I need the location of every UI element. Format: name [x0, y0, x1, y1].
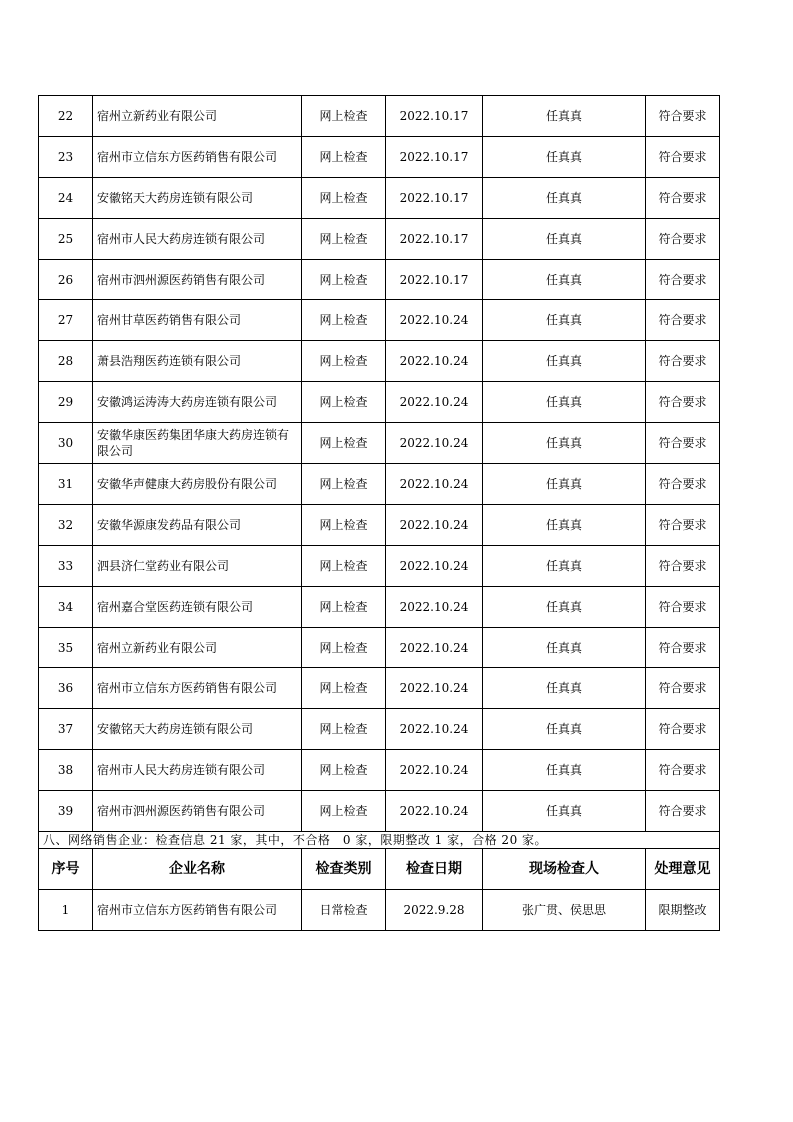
inspection-type: 网上检查: [302, 136, 386, 177]
company-name: 泗县济仁堂药业有限公司: [93, 545, 302, 586]
inspector-name: 任真真: [483, 177, 646, 218]
row-number: 30: [39, 423, 93, 464]
inspector-name: 任真真: [483, 218, 646, 259]
row-number: 32: [39, 504, 93, 545]
inspection-date: 2022.10.24: [386, 423, 483, 464]
inspector-name: 任真真: [483, 136, 646, 177]
inspection-date: 2022.10.17: [386, 218, 483, 259]
table-row: [39, 218, 720, 259]
inspection-result: 符合要求: [646, 382, 720, 423]
inspection-date: 2022.10.17: [386, 259, 483, 300]
inspector-name: 任真真: [483, 668, 646, 709]
inspection-date: 2022.10.24: [386, 709, 483, 750]
row-number: 36: [39, 668, 93, 709]
row-number: 37: [39, 709, 93, 750]
inspection-type: 网上检查: [302, 791, 386, 832]
company-name: 宿州市立信东方医药销售有限公司: [93, 890, 302, 931]
table-row: [39, 136, 720, 177]
inspection-result: 符合要求: [646, 791, 720, 832]
header-type: 检查类别: [302, 849, 386, 890]
table-row: [39, 890, 720, 931]
company-name: 宿州市人民大药房连锁有限公司: [93, 750, 302, 791]
table-row: [39, 423, 720, 464]
table-row: [39, 464, 720, 505]
inspection-date: 2022.10.24: [386, 668, 483, 709]
table-row: [39, 545, 720, 586]
inspection-type: 网上检查: [302, 177, 386, 218]
row-number: 34: [39, 586, 93, 627]
table-row: [39, 668, 720, 709]
company-name: 安徽华声健康大药房股份有限公司: [93, 464, 302, 505]
company-name: 宿州市立信东方医药销售有限公司: [93, 136, 302, 177]
inspection-type: 网上检查: [302, 504, 386, 545]
inspection-type: 网上检查: [302, 382, 386, 423]
section8-block: [39, 832, 720, 890]
table-row: [39, 259, 720, 300]
inspection-type: 网上检查: [302, 423, 386, 464]
company-name: 宿州市泗州源医药销售有限公司: [93, 791, 302, 832]
inspection-type: 网上检查: [302, 586, 386, 627]
inspection-date: 2022.10.24: [386, 300, 483, 341]
table-row: [39, 627, 720, 668]
inspection-date: 2022.10.24: [386, 545, 483, 586]
table-row: [39, 96, 720, 137]
header-inspector: 现场检查人: [483, 849, 646, 890]
company-name: 宿州市人民大药房连锁有限公司: [93, 218, 302, 259]
inspector-name: 任真真: [483, 627, 646, 668]
inspection-type: 网上检查: [302, 627, 386, 668]
row-number: 23: [39, 136, 93, 177]
company-name: 安徽华康医药集团华康大药房连锁有限公司: [93, 423, 302, 464]
row-number: 24: [39, 177, 93, 218]
table-row: [39, 300, 720, 341]
inspection-type: 网上检查: [302, 341, 386, 382]
row-number: 28: [39, 341, 93, 382]
table-row: [39, 791, 720, 832]
inspection-result: 符合要求: [646, 545, 720, 586]
inspection-table: [38, 95, 720, 931]
company-name: 萧县浩翔医药连锁有限公司: [93, 341, 302, 382]
inspector-name: 任真真: [483, 709, 646, 750]
inspector-name: 任真真: [483, 464, 646, 505]
inspection-date: 2022.10.17: [386, 96, 483, 137]
inspection-result: 符合要求: [646, 96, 720, 137]
inspection-result: 符合要求: [646, 423, 720, 464]
company-name: 安徽铭天大药房连锁有限公司: [93, 709, 302, 750]
inspection-date: 2022.10.24: [386, 382, 483, 423]
inspection-result: 符合要求: [646, 259, 720, 300]
row-number: 31: [39, 464, 93, 505]
section8-header-row: [39, 849, 720, 890]
section8-table-body: [39, 890, 720, 931]
inspection-result: 符合要求: [646, 300, 720, 341]
company-name: 安徽铭天大药房连锁有限公司: [93, 177, 302, 218]
inspection-type: 网上检查: [302, 750, 386, 791]
inspection-result: 符合要求: [646, 504, 720, 545]
inspector-name: 任真真: [483, 504, 646, 545]
inspection-type: 网上检查: [302, 709, 386, 750]
inspection-result: 符合要求: [646, 177, 720, 218]
section8-title: 八、网络销售企业：检查信息 21 家，其中，不合格 0 家，限期整改 1 家，合格 20 家。: [39, 832, 720, 849]
table-row: [39, 586, 720, 627]
company-name: 安徽华源康发药品有限公司: [93, 504, 302, 545]
inspector-name: 任真真: [483, 300, 646, 341]
inspector-name: 任真真: [483, 423, 646, 464]
row-number: 39: [39, 791, 93, 832]
inspection-type: 网上检查: [302, 668, 386, 709]
inspector-name: 任真真: [483, 791, 646, 832]
inspection-table-body: [39, 96, 720, 832]
inspection-result: 符合要求: [646, 627, 720, 668]
header-name: 企业名称: [93, 849, 302, 890]
inspection-date: 2022.10.24: [386, 341, 483, 382]
header-date: 检查日期: [386, 849, 483, 890]
inspection-type: 网上检查: [302, 464, 386, 505]
inspection-result: 符合要求: [646, 464, 720, 505]
table-row: [39, 341, 720, 382]
inspector-name: 任真真: [483, 259, 646, 300]
inspection-type: 网上检查: [302, 96, 386, 137]
table-row: [39, 177, 720, 218]
header-result: 处理意见: [646, 849, 720, 890]
company-name: 宿州市泗州源医药销售有限公司: [93, 259, 302, 300]
inspector-name: 张广贯、侯思思: [483, 890, 646, 931]
inspector-name: 任真真: [483, 586, 646, 627]
inspection-result: 符合要求: [646, 750, 720, 791]
inspection-date: 2022.10.24: [386, 627, 483, 668]
inspection-date: 2022.9.28: [386, 890, 483, 931]
row-number: 29: [39, 382, 93, 423]
inspection-type: 网上检查: [302, 300, 386, 341]
company-name: 宿州市立信东方医药销售有限公司: [93, 668, 302, 709]
header-no: 序号: [39, 849, 93, 890]
row-number: 27: [39, 300, 93, 341]
company-name: 宿州甘草医药销售有限公司: [93, 300, 302, 341]
inspection-result: 符合要求: [646, 341, 720, 382]
inspection-type: 网上检查: [302, 259, 386, 300]
inspection-result: 符合要求: [646, 709, 720, 750]
inspection-date: 2022.10.24: [386, 586, 483, 627]
inspection-result: 符合要求: [646, 668, 720, 709]
row-number: 1: [39, 890, 93, 931]
inspector-name: 任真真: [483, 96, 646, 137]
company-name: 安徽鸿运涛涛大药房连锁有限公司: [93, 382, 302, 423]
inspection-result: 符合要求: [646, 218, 720, 259]
inspection-date: 2022.10.17: [386, 136, 483, 177]
table-row: [39, 382, 720, 423]
inspection-result: 限期整改: [646, 890, 720, 931]
inspection-result: 符合要求: [646, 586, 720, 627]
company-name: 宿州立新药业有限公司: [93, 627, 302, 668]
table-row: [39, 750, 720, 791]
inspection-date: 2022.10.24: [386, 504, 483, 545]
inspection-date: 2022.10.24: [386, 791, 483, 832]
inspection-date: 2022.10.24: [386, 464, 483, 505]
inspection-type: 日常检查: [302, 890, 386, 931]
row-number: 33: [39, 545, 93, 586]
inspector-name: 任真真: [483, 382, 646, 423]
inspection-result: 符合要求: [646, 136, 720, 177]
row-number: 38: [39, 750, 93, 791]
table-row: [39, 709, 720, 750]
inspection-date: 2022.10.24: [386, 750, 483, 791]
inspector-name: 任真真: [483, 545, 646, 586]
company-name: 宿州嘉合堂医药连锁有限公司: [93, 586, 302, 627]
company-name: 宿州立新药业有限公司: [93, 96, 302, 137]
inspector-name: 任真真: [483, 750, 646, 791]
inspection-type: 网上检查: [302, 545, 386, 586]
inspection-type: 网上检查: [302, 218, 386, 259]
inspector-name: 任真真: [483, 341, 646, 382]
row-number: 35: [39, 627, 93, 668]
row-number: 25: [39, 218, 93, 259]
inspection-date: 2022.10.17: [386, 177, 483, 218]
table-row: [39, 504, 720, 545]
row-number: 22: [39, 96, 93, 137]
row-number: 26: [39, 259, 93, 300]
